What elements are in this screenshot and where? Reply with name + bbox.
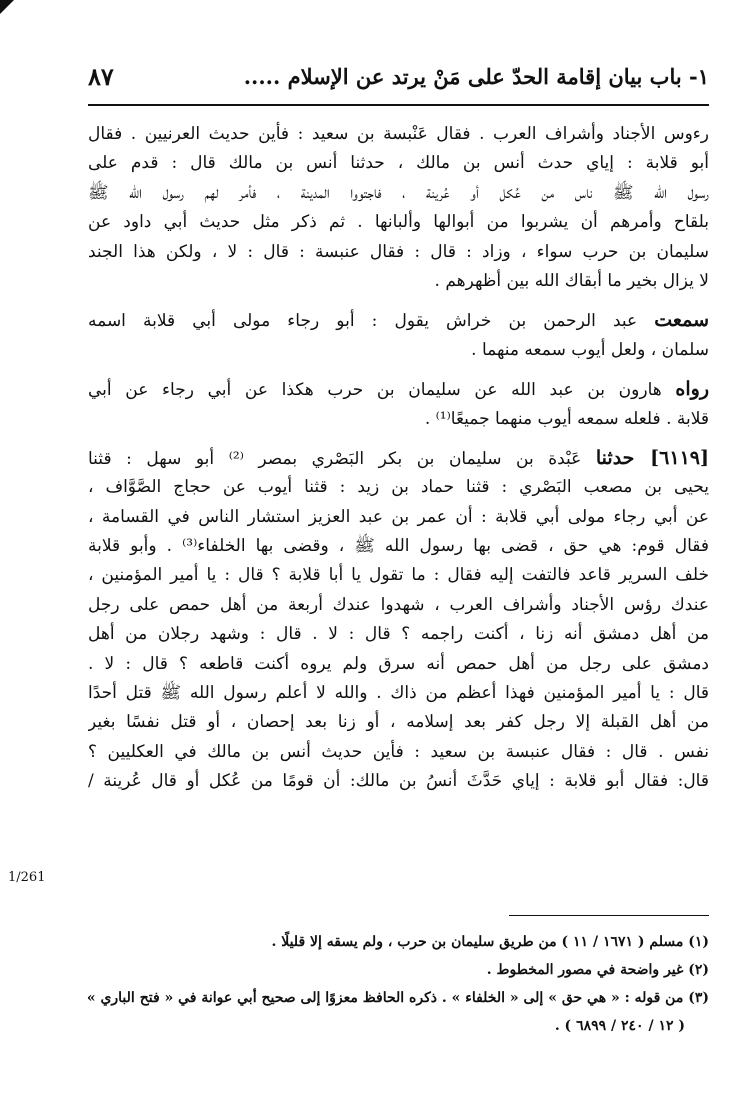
footnotes — [69, 928, 709, 1040]
text-line: قلابة . فلعله سمعه أيوب منهما جميعًا⁽¹⁾ . — [424, 408, 709, 429]
header-rule — [88, 104, 709, 106]
text-line: رسول الله ﷺ ناس من عُكل أو عُرينة ، فاجتووا المدينة ، فأمر لهم رسول الله ﷺ — [88, 182, 709, 203]
footnote: (٣) من قوله : « هي حق » إلى « الخلفاء » . ذكره الحافظ معزوًا إلى صحيح أبي عوانة في « فتح الباري » — [86, 990, 709, 1006]
corner-mark — [0, 0, 14, 14]
text-line: سليمان بن حرب سواء ، وزاد : قال : فقال عنبسة : قال : لا ، ولكن هذا الجند — [88, 241, 709, 262]
text-line: عن أبي رجاء مولى أبي قلابة : أن عمر بن عبد العزيز استشار الناس في القسامة ، — [88, 506, 709, 527]
footnote-rule — [509, 915, 709, 916]
page-number: ٨٧ — [88, 62, 114, 91]
text-line: عندك رؤس الأجناد وأشراف العرب ، شهدوا عندك أربعة من أهل حمص على رجل — [88, 594, 709, 615]
text-line — [88, 375, 709, 404]
paragraph-2 — [88, 306, 709, 365]
text-line: دمشق على رجل من أهل حمص أنه سرق ولم يروه أكنت قاطعه ؟ قال : لا . — [88, 653, 709, 674]
text-line: سلمان ، ولعل أيوب سمعه منهما . — [471, 339, 709, 360]
footnote-continuation: ( ١٢ / ٢٤٠ / ٦٨٩٩ ) . — [554, 1018, 685, 1034]
lead-word: رواه — [675, 378, 709, 401]
text-run: عبد الرحمن بن خراش يقول : أبو رجاء مولى أبي قلابة اسمه — [88, 311, 655, 332]
hadith-6119 — [88, 444, 709, 797]
hadith-number: [٦١١٩] حدثنا — [595, 446, 709, 469]
footnote: (٢) غير واضحة في مصور المخطوط . — [486, 962, 709, 978]
text-line: بلقاح وأمرهم أن يشربوا من أبوالها وألبانها . ثم ذكر مثل حديث أبي داود عن — [88, 212, 709, 233]
text-line: نفس . قال : فقال عنبسة بن سعيد : فأين حديث أنس بن مالك في العكليين ؟ — [88, 741, 709, 762]
chapter-title: ١- باب بيان إقامة الحدّ على مَنْ يرتد عن الإسلام ..... — [243, 64, 709, 89]
lead-word: سمعت — [654, 309, 709, 332]
text-line: يحيى بن مصعب البَصْري : قثنا حماد بن زيد : قثنا أيوب عن حجاج الصَّوَّاف ، — [88, 477, 709, 498]
text-line: قال : يا أمير المؤمنين فهذا أعظم من ذاك . والله لا أعلم رسول الله ﷺ قتل أحدًا — [88, 683, 709, 704]
text-line: رءوس الأجناد وأشراف العرب . فقال عَنْبسة بن سعيد : فأين حديث العرنيين . فقال — [88, 124, 709, 144]
footnote: (١) مسلم ( ١٦٧١ / ١١ ) من طريق سليمان بن حرب ، ولم يسقه إلا قليلًا . — [271, 934, 709, 950]
text-line: قال: فقال أبو قلابة : إياي حَدَّثَ أنسُ بن مالك: أن قومًا من عُكل أو قال عُرينة / — [88, 771, 709, 792]
manuscript-folio-note: 1/261 — [8, 870, 46, 885]
text-line: أبو قلابة : إياي حدث أنس بن مالك ، حدثنا أنس بن مالك قال : قدم على — [88, 153, 709, 174]
text-line: من أهل القبلة إلا رجل كفر بعد إسلامه ، أو زنا بعد إحصان ، أو قتل نفسًا بغير — [88, 712, 709, 733]
text-line — [88, 444, 709, 473]
paragraph-1 — [88, 120, 709, 296]
text-line: لا يزال بخير ما أبقاك الله بين أظهرهم . — [434, 270, 709, 291]
text-run: عَبْدة بن سليمان بن بكر البَصْري بمصر ⁽²⁾ أبو سهل : قثنا — [88, 448, 596, 469]
text-line: خلف السرير قاعد فالتفت إليه فقال : ما تقول يا أبا قلابة ؟ قال : يا أمير المؤمنين ، — [88, 565, 709, 586]
paragraph-3 — [88, 375, 709, 434]
text-run: هارون بن عبد الله عن سليمان بن حرب هكذا عن أبي رجاء عن أبي — [88, 380, 676, 401]
text-line: من أهل دمشق أنه زنا ، أكنت راجمه ؟ قال : لا . قال : وشهد رجلان من أهل — [88, 624, 709, 645]
text-line — [88, 306, 709, 335]
running-header — [88, 62, 709, 102]
main-text — [88, 120, 709, 797]
text-line: فقال قوم: هي حق ، قضى بها رسول الله ﷺ ، وقضى بها الخلفاء⁽³⁾ . وأبو قلابة — [88, 536, 709, 557]
